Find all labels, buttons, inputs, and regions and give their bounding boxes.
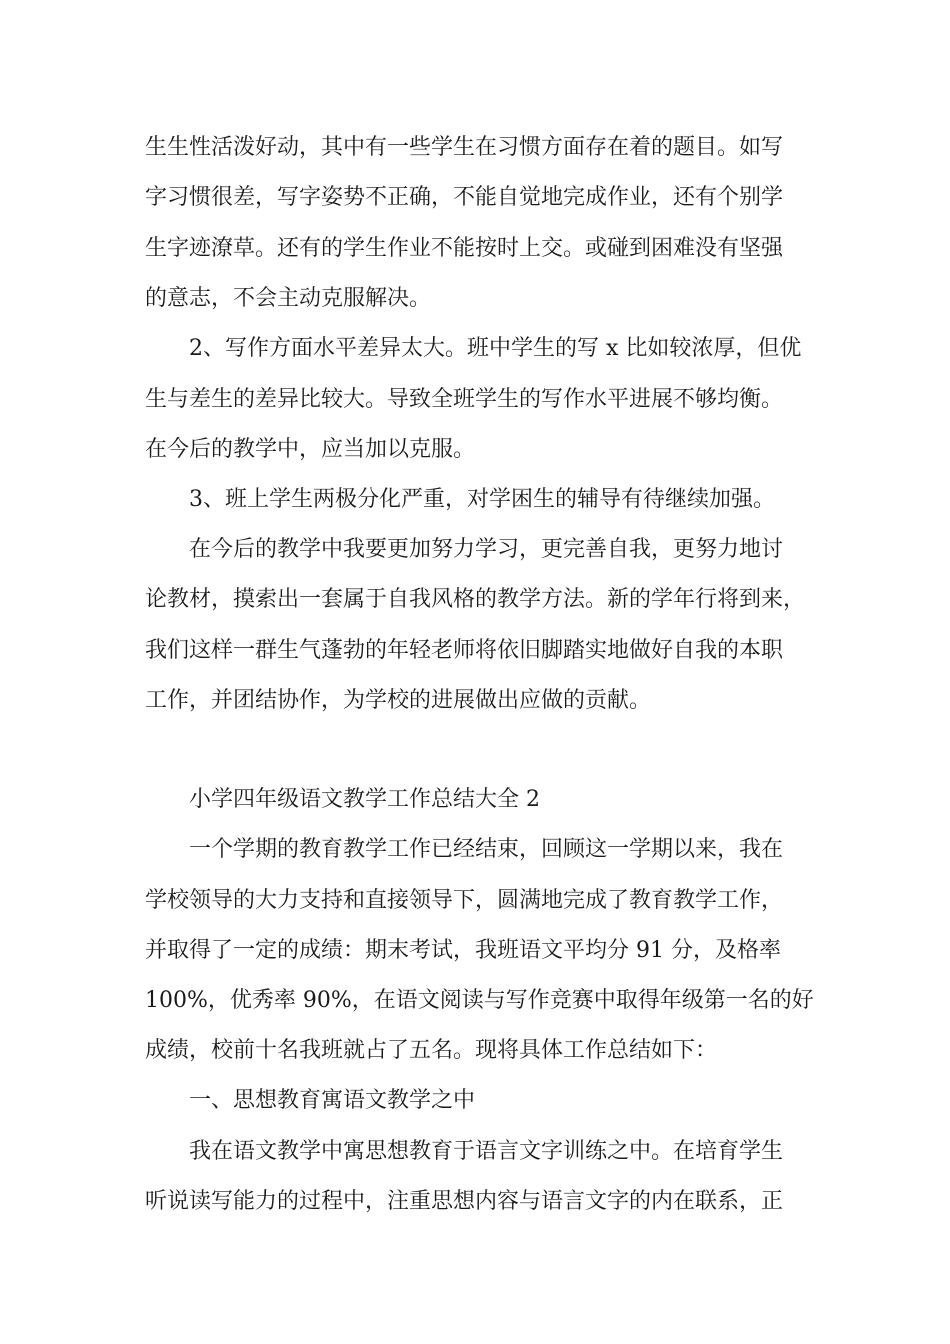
paragraph-line: 3、班上学生两极分化严重，对学困生的辅导有待继续加强。 xyxy=(189,487,775,512)
paragraph-line: 成绩，校前十名我班就占了五名。现将具体工作总结如下： xyxy=(145,1038,718,1063)
paragraph-line: 并取得了一定的成绩：期末考试，我班语文平均分 91 分，及格率 xyxy=(145,938,781,963)
paragraph-line: 工作，并团结协作，为学校的进展做出应做的贡献。 xyxy=(145,688,652,713)
paragraph-line: 我在语文教学中寓思想教育于语言文字训练之中。在培育学生 xyxy=(189,1139,784,1164)
paragraph-line: 听说读写能力的过程中，注重思想内容与语言文字的内在联系，正 xyxy=(145,1189,784,1214)
paragraph-line: 一个学期的教育教学工作已经结束，回顾这一学期以来，我在 xyxy=(189,837,784,862)
paragraph-line: 生字迹潦草。还有的学生作业不能按时上交。或碰到困难没有坚强 xyxy=(145,236,784,261)
paragraph-line: 100%，优秀率 90%，在语文阅读与写作竞赛中取得年级第一名的好 xyxy=(145,988,814,1013)
paragraph-line: 字习惯很差，写字姿势不正确，不能自觉地完成作业，还有个别学 xyxy=(145,185,784,210)
paragraph-line: 论教材，摸索出一套属于自我风格的教学方法。新的学年行将到来， xyxy=(145,587,806,612)
paragraph-line: 2、写作方面水平差异太大。班中学生的写 x 比如较浓厚，但优 xyxy=(189,336,802,361)
paragraph-line: 生与差生的差异比较大。导致全班学生的写作水平进展不够均衡。 xyxy=(145,387,784,412)
subsection-heading: 一、思想教育寓语文教学之中 xyxy=(189,1088,476,1113)
paragraph-line: 在今后的教学中我要更加努力学习，更完善自我，更努力地讨 xyxy=(189,537,784,562)
paragraph-line: 的意志，不会主动克服解决。 xyxy=(145,286,432,311)
section-title: 小学四年级语文教学工作总结大全 2 xyxy=(189,787,540,812)
paragraph-line: 我们这样一群生气蓬勃的年轻老师将依旧脚踏实地做好自我的本职 xyxy=(145,638,784,663)
paragraph-line: 学校领导的大力支持和直接领导下，圆满地完成了教育教学工作， xyxy=(145,888,784,913)
paragraph-line: 在今后的教学中，应当加以克服。 xyxy=(145,437,476,462)
paragraph-line: 生生性活泼好动，其中有一些学生在习惯方面存在着的题目。如写 xyxy=(145,135,784,160)
